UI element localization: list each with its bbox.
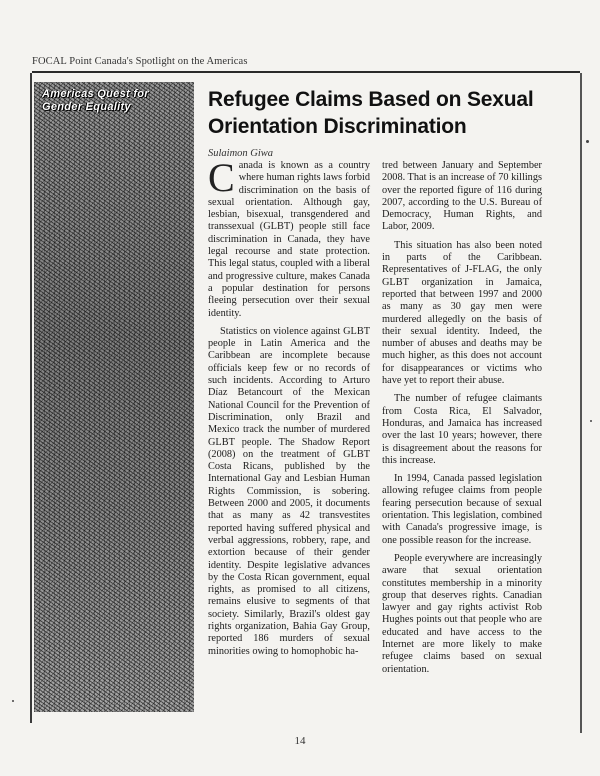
header-rule (32, 71, 580, 73)
scan-speck (590, 420, 592, 422)
paragraph: Statistics on violence against GLBT people in Latin America and the Caribbean are incomplete because officials keep few or no records of such incidents. According to Arturo Díaz Betancourt of the Mexican National Council for the Prevention of Discrimination, only Brazil and Mexico track the number of murdered GLBT people. The Shadow Report (2008) on the treatment of GLBT Costa Ricans, published by the International Gay and Lesbian Human Rights Commission, is sobering. Between 2000 and 2005, it documents that as many as 42 transvestites reported having suffered physical and verbal aggressions, robbery, rape, and extortion because of their gender identity. Despite legislative advances by the Costa Rican government, equal rights, as promised to all citizens, remains elusive to segments of that society. Similarly, Brazil's oldest gay rights organization, Bahia Gay Group, reported 186 murders of sexual minorities owing to homophobic ha- (208, 325, 370, 657)
right-border (580, 73, 582, 733)
paragraph: This situation has also been noted in parts of the Caribbean. Representatives of J-FLAG, the only GLBT organization in Jamaica, reported that between 1997 and 2000 as many as 30 gay men were murdered allegedly on the basis of their sexual identity. Indeed, the number of abuses and deaths may be much higher, as this does not account for disappearances or victims who have yet to report their abuse. (382, 239, 542, 387)
paragraph: The number of refugee claimants from Costa Rica, El Salvador, Honduras, and Jamaica has increased over the last 10 years; however, there is disagreement about the reasons for this increase. (382, 393, 542, 466)
article-author: Sulaimon Giwa (208, 148, 274, 159)
sidebar-title: Americas Quest for Gender Equality (42, 88, 149, 113)
scan-speck (586, 140, 589, 143)
column-1 (208, 155, 370, 664)
drop-cap: C (208, 155, 235, 200)
column-2 (382, 160, 542, 682)
sidebar-image (34, 82, 194, 712)
running-header: FOCAL Point Canada's Spotlight on the Americas (32, 56, 248, 67)
left-border (30, 73, 32, 723)
scan-speck (12, 700, 14, 702)
paragraph (208, 155, 370, 320)
paragraph: tred between January and September 2008. That is an increase of 70 killings over the reported figure of 116 during 2007, according to the U.S. Bureau of Democracy, Human Rights, and Labor, 2009. (382, 160, 542, 233)
page-number: 14 (294, 735, 306, 747)
paragraph-text: anada is known as a country where human rights laws forbid discrimination on the basis of sexual orientation. Although gay, lesbian, bisexual, transgendered and transsexual (GLBT) people still face discrimination in Canada, they have legal recourse and state protection. This legal status, coupled with a liberal and progressive culture, makes Canada a popular destination for persons fleeing persecution over their sexual identity. (208, 160, 370, 319)
paragraph: People everywhere are increasingly aware that sexual orientation constitutes membership in a minority group that deserves rights. Canadian lawyer and gay rights activist Rob Hughes points out that people who are educated and have access to the Internet are more likely to make refugee claims based on sexual orientation. (382, 552, 542, 675)
article-title: Refugee Claims Based on Sexual Orientation Discrimination (208, 88, 534, 138)
paragraph: In 1994, Canada passed legislation allowing refugee claims from people fearing persecution because of sexual orientation. This legislation, combined with Canada's progressive image, is one possible reason for the increase. (382, 473, 542, 546)
